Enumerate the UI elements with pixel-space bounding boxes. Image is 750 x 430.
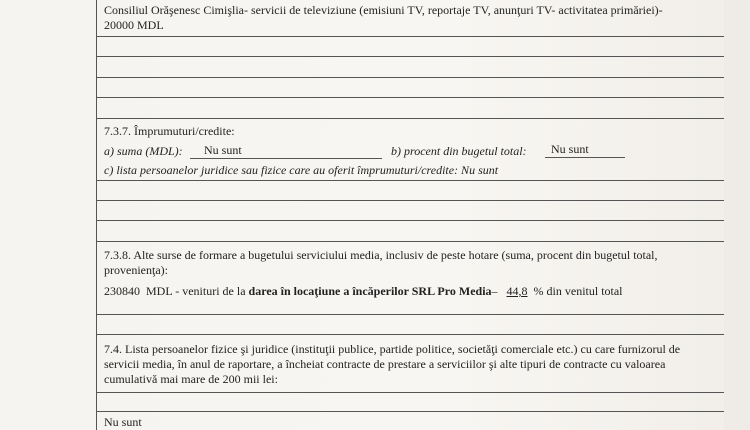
- section-74-line2: servicii media, în anul de raportare, a încheiat contracte de prestare a serviciilor şi alte tipuri de contracte cu valoarea: [104, 357, 666, 371]
- page-margin: [724, 0, 750, 430]
- section-738-answer: [104, 284, 623, 299]
- section-737-heading: 7.3.7. Împrumuturi/credite:: [104, 124, 235, 138]
- underline-b: [545, 157, 625, 158]
- row-line: [96, 36, 724, 37]
- percent-value: 44,8: [506, 284, 528, 298]
- section-738-line2: provenienţa):: [104, 263, 168, 277]
- section-738-line1: 7.3.8. Alte surse de formare a bugetului serviciului media, inclusiv de peste hotare (suma, procent din bugetul total,: [104, 248, 658, 262]
- row-line: [96, 392, 724, 393]
- section-74-answer: Nu sunt: [104, 415, 142, 429]
- amount-value: 230840: [104, 284, 140, 298]
- section-divider: [96, 118, 724, 119]
- row-line: [96, 180, 724, 181]
- percent-text: % din venitul total: [533, 284, 623, 298]
- amount-text: MDL - venituri de la: [146, 284, 246, 298]
- section-74-line1: 7.4. Lista persoanelor fizice şi juridice (instituţii publice, partide politice, societăţi comerciale etc.) cu care furnizorul de: [104, 342, 681, 356]
- section-736-line2: 20000 MDL: [104, 18, 164, 32]
- row-line: [96, 314, 724, 315]
- section-divider: [96, 241, 724, 242]
- section-74-line3: cumulativă mai mare de 200 mii lei:: [104, 372, 278, 386]
- row-line: [96, 220, 724, 221]
- value-a-suma: Nu sunt: [204, 143, 242, 157]
- value-b-procent: Nu sunt: [551, 142, 589, 156]
- row-line: [96, 77, 724, 78]
- row-line: [96, 411, 724, 412]
- label-a-suma: a) suma (MDL):: [104, 144, 183, 158]
- row-line: [96, 200, 724, 201]
- row-line: [96, 56, 724, 57]
- underline-a: [190, 158, 382, 159]
- section-736-line1: Consiliul Orăşenesc Cimişlia- servicii de televiziune (emisiuni TV, reportaje TV, anunţuri TV- activitatea primăriei)-: [104, 3, 663, 17]
- section-divider: [96, 334, 724, 335]
- label-b-procent: b) procent din bugetul total:: [391, 144, 527, 158]
- dash: –: [491, 284, 498, 298]
- row-line: [96, 97, 724, 98]
- label-c-lista: c) lista persoanelor juridice sau fizice care au oferit împrumuturi/credite: Nu sunt: [104, 163, 499, 177]
- amount-source: darea în locaţiune a încăperilor SRL Pro Media: [248, 284, 492, 298]
